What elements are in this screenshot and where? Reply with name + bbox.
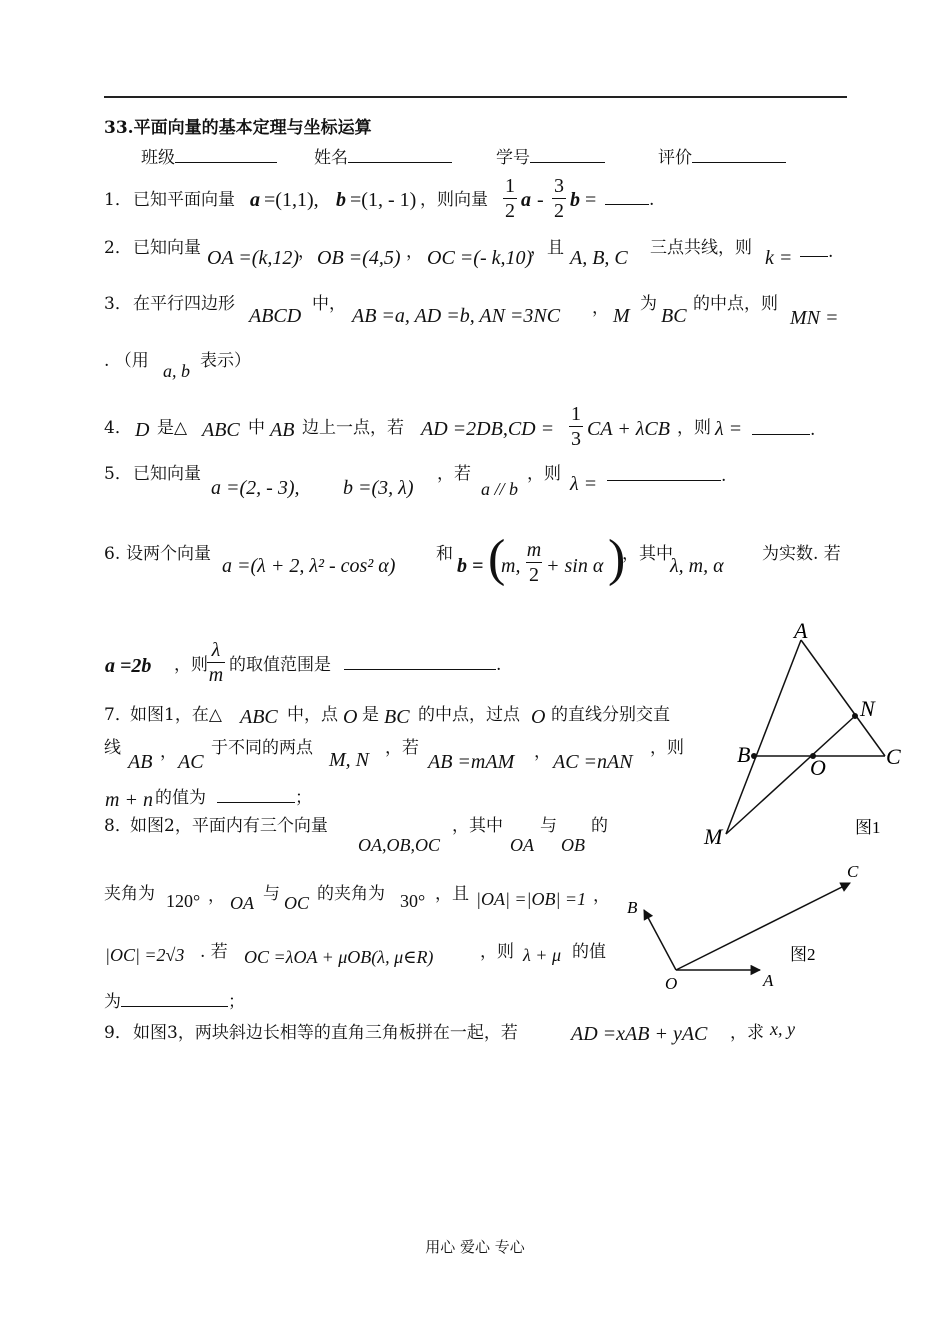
q1-frac2-den: 2 <box>554 200 564 222</box>
q7-num: 7． <box>104 705 132 725</box>
figure2 <box>620 860 870 1000</box>
q9-text1: 如图3，两块斜边长相等的直角三角板拼在一起，若 <box>133 1023 518 1043</box>
q8-line2-t2: 与 <box>263 884 280 904</box>
q5-text2: ，若 <box>437 464 471 484</box>
q6-line2-frac-num: λ <box>211 639 221 661</box>
q1-eq: = <box>585 189 597 211</box>
q6-bfrac-num: m <box>526 539 542 561</box>
q5-text1: 已知向量 <box>133 464 201 484</box>
q3-text4: 的中点，则 <box>693 294 778 314</box>
q1-frac1 <box>503 176 517 221</box>
q1-text: 已知平面向量 <box>133 190 235 210</box>
q1-answer <box>605 192 654 209</box>
q3-text1: 在平行四边形 <box>133 294 235 314</box>
q9-text2: ，求 <box>730 1023 764 1043</box>
q7-end: ； <box>295 788 312 808</box>
q6-vars: λ, m, α <box>670 555 724 577</box>
q6-lparen: ( <box>488 530 506 587</box>
q8-line2-end: ， <box>593 886 610 906</box>
q1-frac2 <box>552 176 566 221</box>
q5-end: . <box>721 466 727 486</box>
q3-m: M <box>613 305 630 327</box>
field-grade-label: 评价 <box>658 148 692 168</box>
fig1-label-b: B <box>737 742 751 767</box>
q6-end: . <box>496 655 502 675</box>
fig1-line-mn <box>726 716 855 834</box>
q4-abc: ABC <box>202 419 240 441</box>
q1-mid: ，则向量 <box>420 190 488 210</box>
q4-text3: 边上一点，若 <box>302 418 404 438</box>
q8-end: ； <box>228 992 245 1012</box>
q4-cond: AD =2DB,CD = <box>421 418 555 440</box>
q4-end: . <box>810 420 816 440</box>
page-title: 33.平面向量的基本定理与坐标运算 <box>104 118 372 138</box>
fig2-label-c: C <box>847 862 859 881</box>
q3-abcd: ABCD <box>249 305 302 327</box>
q1-a-val: =(1,1), <box>264 189 319 211</box>
q8-line2-t4: ，且 <box>435 884 469 904</box>
q6-b-m: m, <box>501 555 521 577</box>
q6-line2-a <box>105 656 151 676</box>
fig1-caption: 图1 <box>855 818 881 837</box>
figure1 <box>690 610 920 860</box>
fig2-vector-ob <box>644 910 676 970</box>
q8-oa2: OA <box>230 893 254 913</box>
q1-frac1-num: 1 <box>505 175 515 197</box>
q2-text2: ，且 <box>530 238 564 258</box>
q8-line4 <box>104 994 245 1011</box>
q7-cond2: AC =nAN <box>553 751 633 773</box>
page-footer: 用心 爱心 专心 <box>425 1238 525 1256</box>
q6-text4: 为实数. 若 <box>762 544 841 564</box>
q8-ang1: 120° <box>166 891 201 911</box>
q7-text2: 中，点 <box>287 705 338 725</box>
q4-frac <box>569 404 583 449</box>
q2-oc: OC =(- k,10) <box>427 247 533 269</box>
q2-end: . <box>828 242 834 262</box>
q8-line3-sum: λ + μ <box>523 945 561 965</box>
field-id <box>496 150 605 167</box>
q2-sep2: ， <box>406 242 423 262</box>
q6-bfrac <box>526 540 542 585</box>
q1-b: b <box>336 189 346 211</box>
q7-bc: BC <box>384 706 410 728</box>
fig2-caption: 图2 <box>790 945 816 964</box>
q3-text2: 中， <box>312 294 346 314</box>
q8-oa: OA <box>510 835 534 855</box>
q1-frac1-den: 2 <box>505 200 515 222</box>
q4-text2: 中 <box>248 418 265 438</box>
q3-sep: ， <box>592 298 609 318</box>
fig1-label-m: M <box>704 824 723 849</box>
q1-b2: b <box>570 189 580 211</box>
q8-line3-cond: OC =λOA + μOB(λ, μ∈R) <box>244 947 434 967</box>
q3-line2: . （用 <box>104 351 149 371</box>
q2-k: k = <box>765 247 793 269</box>
field-name-label: 姓名 <box>314 148 348 168</box>
q8-text2: ，其中 <box>452 816 503 836</box>
q6-rparen: ) <box>608 530 626 587</box>
q2-text3: 三点共线，则 <box>650 238 752 258</box>
q7-o2: O <box>531 706 546 728</box>
q2-num: 2． <box>104 238 132 258</box>
field-class <box>141 150 277 167</box>
q5-lam: λ = <box>570 473 598 495</box>
q1-minus: - <box>537 189 544 211</box>
q6-bfrac-den: 2 <box>529 564 539 586</box>
q7-text4: 的中点，过点 <box>418 705 520 725</box>
q4-text1: 是△ <box>157 418 188 438</box>
q8-line3-t1: . 若 <box>200 942 228 962</box>
field-class-label: 班级 <box>141 148 175 168</box>
fig1-line-am <box>726 640 801 834</box>
q7-o: O <box>343 706 358 728</box>
q2-ob: OB =(4,5) <box>317 247 401 269</box>
fig1-label-a: A <box>794 618 808 643</box>
q7-line3-t: 的值为 <box>155 788 206 808</box>
q7-line2-t4: ，则 <box>650 738 684 758</box>
q9-num: 9． <box>104 1023 132 1043</box>
q8-line4-t: 为 <box>104 992 121 1012</box>
q3-line2-end: 表示） <box>200 351 251 371</box>
q2-answer <box>800 244 833 261</box>
fig1-point-b <box>751 753 757 759</box>
fig1-label-n: N <box>860 696 875 721</box>
q5-num: 5． <box>104 464 132 484</box>
q6-line2-a-val: a =2b <box>105 655 152 677</box>
q5-b: b =(3, λ) <box>343 477 414 499</box>
q3-bc: BC <box>661 305 687 327</box>
q2-text1: 已知向量 <box>133 238 201 258</box>
q8-num: 8． <box>104 816 132 836</box>
q6-line2-frac-den: m <box>208 664 224 686</box>
q7-line2-t3: ，若 <box>385 738 419 758</box>
q9-xy: x, y <box>770 1019 795 1039</box>
q4-frac-den: 3 <box>571 428 581 450</box>
q8-line2-t1: 夹角为 <box>104 884 155 904</box>
q7-cond1: AB =mAM <box>428 751 515 773</box>
q3-cond: AB =a, AD =b, AN =3NC <box>352 305 561 327</box>
fig1-label-c: C <box>886 744 901 769</box>
q8-text4: 的 <box>591 816 608 836</box>
q6-line2-frac <box>207 640 225 685</box>
q2-abc: A, B, C <box>570 247 628 269</box>
q1-a: a <box>250 189 260 211</box>
q4-text4: ，则 <box>677 418 711 438</box>
q8-ob: OB <box>561 835 585 855</box>
q6-line2-t2: 的取值范围是 <box>229 655 331 675</box>
q8-oc: OC <box>284 893 310 913</box>
q6-line2-t1: ，则 <box>174 655 208 675</box>
q6-text1: 设两个向量 <box>126 544 211 564</box>
q4-lam: λ = <box>715 418 743 440</box>
q4-d: D <box>135 419 150 441</box>
q3-num: 3． <box>104 294 132 314</box>
field-grade <box>658 150 786 167</box>
fig2-label-a: A <box>763 971 774 990</box>
q3-mn: MN = <box>790 307 839 329</box>
q7-sep: ， <box>160 742 177 762</box>
q6-b-expr2: + sin α <box>546 555 604 577</box>
q6-b-expr1: b = <box>457 555 484 577</box>
q7-sep2: ， <box>534 742 551 762</box>
q5-answer <box>607 468 726 485</box>
q3-ab-vec: a, b <box>163 361 190 381</box>
q8-line2-sep: ， <box>208 886 225 906</box>
q4-num: 4． <box>104 418 132 438</box>
header-rule <box>104 96 847 98</box>
fig1-point-n <box>852 713 858 719</box>
q8-vecs: OA,OB,OC <box>358 835 440 855</box>
q7-mn: M, N <box>329 749 369 771</box>
q7-line2-t1: 线 <box>104 738 121 758</box>
q7-ab: AB <box>128 751 153 773</box>
q3-text3: 为 <box>640 294 657 314</box>
q1-frac2-num: 3 <box>554 175 564 197</box>
q6-a-expr: a =(λ + 2, λ² - cos² α) <box>222 555 396 577</box>
q7-text5: 的直线分别交直 <box>551 705 670 725</box>
q8-text3: 与 <box>540 816 557 836</box>
field-id-label: 学号 <box>496 148 530 168</box>
q8-norm: |OA| =|OB| =1 <box>476 889 587 909</box>
q8-text1: 如图2，平面内有三个向量 <box>130 816 328 836</box>
q5-a: a =(2, - 3), <box>211 477 300 499</box>
q1-a2: a <box>521 189 531 211</box>
q8-line3-t3: 的值 <box>572 942 606 962</box>
q6-num: 6. <box>104 544 121 564</box>
fig2-vector-oc <box>676 883 850 970</box>
q4-answer <box>752 422 815 439</box>
q4-ab: AB <box>270 419 295 441</box>
q8-line2-t3: 的夹角为 <box>317 884 385 904</box>
field-name <box>314 150 452 167</box>
q7-line2-t2: 于不同的两点 <box>211 738 313 758</box>
q5-par: a // b <box>481 479 519 499</box>
q6-text2: 和 <box>436 544 453 564</box>
q6-text3: ，其中 <box>622 544 673 564</box>
q1-num: 1． <box>104 190 132 210</box>
q7-abc: ABC <box>240 706 278 728</box>
fig2-label-o: O <box>665 974 678 993</box>
q4-frac-num: 1 <box>571 403 581 425</box>
q7-text3: 是 <box>362 705 379 725</box>
q7-ac: AC <box>178 751 204 773</box>
q1-b-val: =(1, - 1) <box>350 189 417 211</box>
q1-end: . <box>649 190 655 210</box>
fig1-label-o: O <box>810 755 826 780</box>
q2-oa: OA =(k,12) <box>207 247 299 269</box>
q8-ang2: 30° <box>400 891 426 911</box>
q7-answer <box>217 790 312 807</box>
q6-answer <box>344 657 501 674</box>
q4-cond2: CA + λCB <box>587 418 670 440</box>
q2-sep1: ， <box>298 242 315 262</box>
q7-text1: 如图1，在△ <box>130 705 222 725</box>
q8-line3-norm: |OC| =2√3 <box>105 945 185 965</box>
q8-line3-t2: ，则 <box>480 942 514 962</box>
fig2-label-b: B <box>627 898 638 917</box>
q5-text3: ，则 <box>527 464 561 484</box>
q9-cond: AD =xAB + yAC <box>571 1023 708 1045</box>
q7-line3-expr: m + n <box>105 789 153 811</box>
